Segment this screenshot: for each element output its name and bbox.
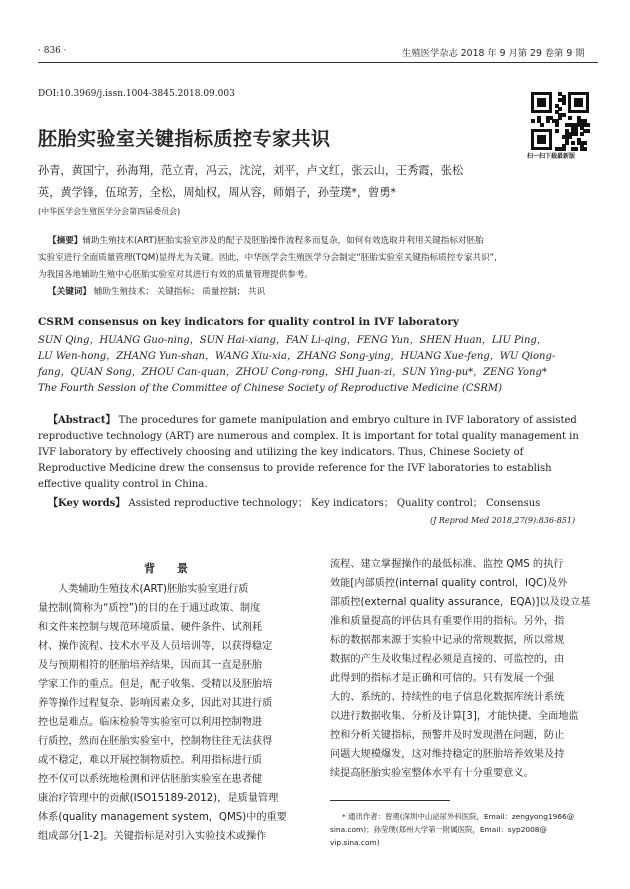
citation: (J Reprod Med 2018,27(9):836-851) — [430, 516, 576, 525]
page-number: · 836 · — [38, 46, 67, 56]
english-keywords-label: 【Key words】 — [48, 498, 126, 509]
abstract-cn-label: 【摘要】 — [48, 236, 83, 246]
qr-caption: 扫一扫下载最新版 — [527, 153, 576, 160]
abstract-cn-line-3: 为我国各地辅助生殖中心胚胎实验室对其进行有效的质量管理提供参考。 — [38, 270, 314, 280]
english-abstract-label: 【Abstract】 — [48, 415, 116, 426]
section-heading: 背 景 — [144, 562, 188, 575]
abstract-cn-line-1: 【摘要】辅助生殖技术(ART)胚胎实验室涉及的配子及胚胎操作流程多而复杂，如何有效选取并利用关键指标对胚胎 — [48, 236, 484, 246]
abstract-cn-line-2: 实验室进行全面质量管理(TQM)显得尤为关键。因此，中华医学会生殖医学分会制定“胚胎实验室关键指标质控专家共识”， — [38, 253, 503, 263]
english-authors: SUN Qing，HUANG Guo-ning，SUN Hai-xiang，FAN Li-qing，FENG Yun，SHEN Huan，LIU Ping， LU Wen-hong，ZHANG Yun-shan，WANG Xiu-xia，ZHANG Song-ying，HUANG Xue-feng，WU Qiong- fang，QUAN Song，ZHOU Can-quan，ZHOU Cong-rong，SHI Juan-zi，SUN Ying-pu*，ZENG Yong* The Fourth Session of the Committee of Chinese Society of Reproductive Medicine (CSRM) — [38, 335, 556, 394]
footnote: * 通讯作者：曾勇(深圳中山泌尿外科医院，Email：zengyong1966@ sina.com)；孙莹璞(郑州大学第一附属医院，Email：syp2008@ vip.sina.com) — [330, 812, 575, 847]
body-left-column: 人类辅助生殖技术(ART)胚胎实验室进行质 量控制(简称为“质控”)的目的在于通过政策、制度 和文件来控制与规范环境质量、硬件条件、试剂耗 材、操作流程、技术水平及人员培训等，以获得稳定 及与预期相符的胚胎培养结果，因而其一直是胚胎 学家工作的重点。但是，配子收集、受精以及胚胎培 养等操作过程复杂、影响因素众多，因此对其进行质 控也是难点。临床检验等实验室可以利用控制物进 行质控，然而在胚胎实验室中，控制物往往无法获得 或不稳定，难以开展控制物质控。利用指标进行质 控不仅可以系统地检测和评估胚胎实验室在患者健 康治疗管理中的贡献(ISO15189-2012)，是质量管理 体系(quality management system，QMS)中的重要 组成部分[1-2]。关键指标是对引入实验技术或操作 — [38, 584, 287, 842]
doi: DOI:10.3969/j.issn.1004-3845.2018.09.003 — [38, 89, 235, 99]
english-keywords-text: Assisted reproductive technology； Key indicators； Quality control； Consensus — [128, 498, 541, 509]
qr-code-icon[interactable] — [531, 92, 589, 150]
english-abstract: 【Abstract】 The procedures for gamete manipulation and embryo culture in IVF laboratory of assisted reproductive technology (ART) are numerous and complex. It is important for total quality management in IVF laboratory by effectively choosing and utilizing the key indicators. Thus, Chinese Society of Reproductive Medicine drew the consensus to provide reference for the IVF laboratories to establish effective quality control in China. — [38, 415, 579, 490]
header-rule — [38, 62, 598, 63]
english-keywords — [48, 496, 540, 512]
english-title: CSRM consensus on key indicators for quality control in IVF laboratory — [38, 316, 459, 328]
abstract-cn — [38, 233, 598, 284]
keywords-cn-text: 辅助生殖技术； 关键指标； 质量控制； 共识 — [93, 287, 266, 297]
footnote-rule — [330, 800, 450, 801]
paper-title: 胚胎实验室关键指标质控专家共识 — [38, 128, 331, 150]
journal-header: 生殖医学杂志 2018 年 9 月第 29 卷第 9 期 — [402, 48, 585, 59]
affiliation-cn: (中华医学会生殖医学分会第四届委员会) — [38, 207, 181, 216]
authors-cn: 孙青，黄国宁，孙海翔，范立青，冯云，沈浣，刘平，卢文红，张云山，王秀霞，张松英，黄学锋，伍琼芳，全松，周灿权，周从容，师娟子，孙莹璞*，曾勇* — [38, 164, 464, 199]
keywords-cn — [48, 284, 265, 301]
body-right-column: 流程、建立掌握操作的最低标准、监控 QMS 的执行 效能[内部质控(internal quality control，IQC)及外 部质控(external quality assurance，EQA)]以及设立基 准和质量提高的评估具有重要作用的指标。另外，指 标的数据都来源于实验中记录的常规数据，所以常规 数据的产生及收集过程必须是直接的、可监控的，由 此得到的指标才是正确和可信的。只有发展一个强 大的、系统的、持续性的电子信息化数据库统计系统 以进行数据收集、分析及计算[3]，才能快捷、全面地监 控和分析关键指标，预警并及时发现潜在问题，防止 问题大规模爆发，这对维持稳定的胚胎培养效果及持 续提高胚胎实验室整体水平有十分重要意义。 — [330, 559, 591, 779]
keywords-cn-label: 【关键词】 — [48, 287, 91, 297]
